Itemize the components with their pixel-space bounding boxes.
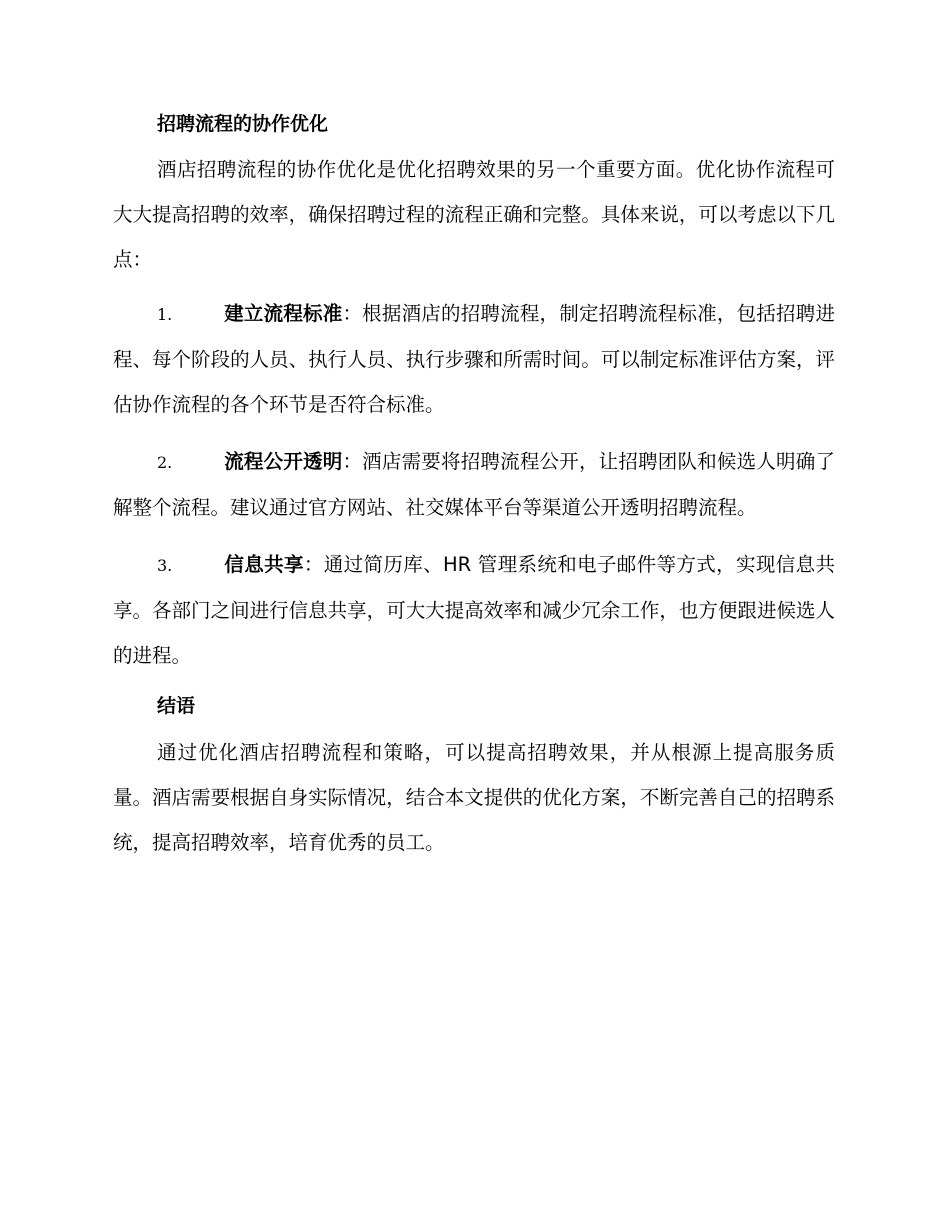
list-item [113,542,835,678]
list-term: 信息共享 [224,553,304,576]
list-item [113,439,835,530]
list-number: 1. [157,305,173,324]
conclusion-paragraph: 通过优化酒店招聘流程和策略，可以提高招聘效果，并从根源上提高服务质量。酒店需要根据自身实际情况，结合本文提供的优化方案，不断完善自己的招聘系统，提高招聘效率，培育优秀的员工。 [113,741,835,854]
list-text: ：酒店需要将招聘流程公开，让招聘团队和候选人明确了解整个流程。建议通过官方网站、社交媒体平台等渠道公开透明招聘流程。 [113,450,835,519]
numbered-list [113,291,835,678]
section-heading: 结语 [157,695,196,717]
list-text: ：通过简历库、HR 管理系统和电子邮件等方式，实现信息共享。各部门之间进行信息共享，可大大提高效率和减少冗余工作，也方便跟进候选人的进程。 [113,553,835,667]
intro-paragraph: 酒店招聘流程的协作优化是优化招聘效果的另一个重要方面。优化协作流程可大大提高招聘的效率，确保招聘过程的流程正确和完整。具体来说，可以考虑以下几点： [113,158,835,271]
list-term: 建立流程标准 [224,302,343,325]
document-page [113,110,835,865]
list-number: 3. [157,556,173,575]
list-term: 流程公开透明 [224,450,343,473]
list-item [113,291,835,427]
list-number: 2. [157,453,173,472]
list-text: ：根据酒店的招聘流程，制定招聘流程标准，包括招聘进程、每个阶段的人员、执行人员、执行步骤和所需时间。可以制定标准评估方案，评估协作流程的各个环节是否符合标准。 [113,302,835,416]
section-heading: 招聘流程的协作优化 [157,113,329,135]
